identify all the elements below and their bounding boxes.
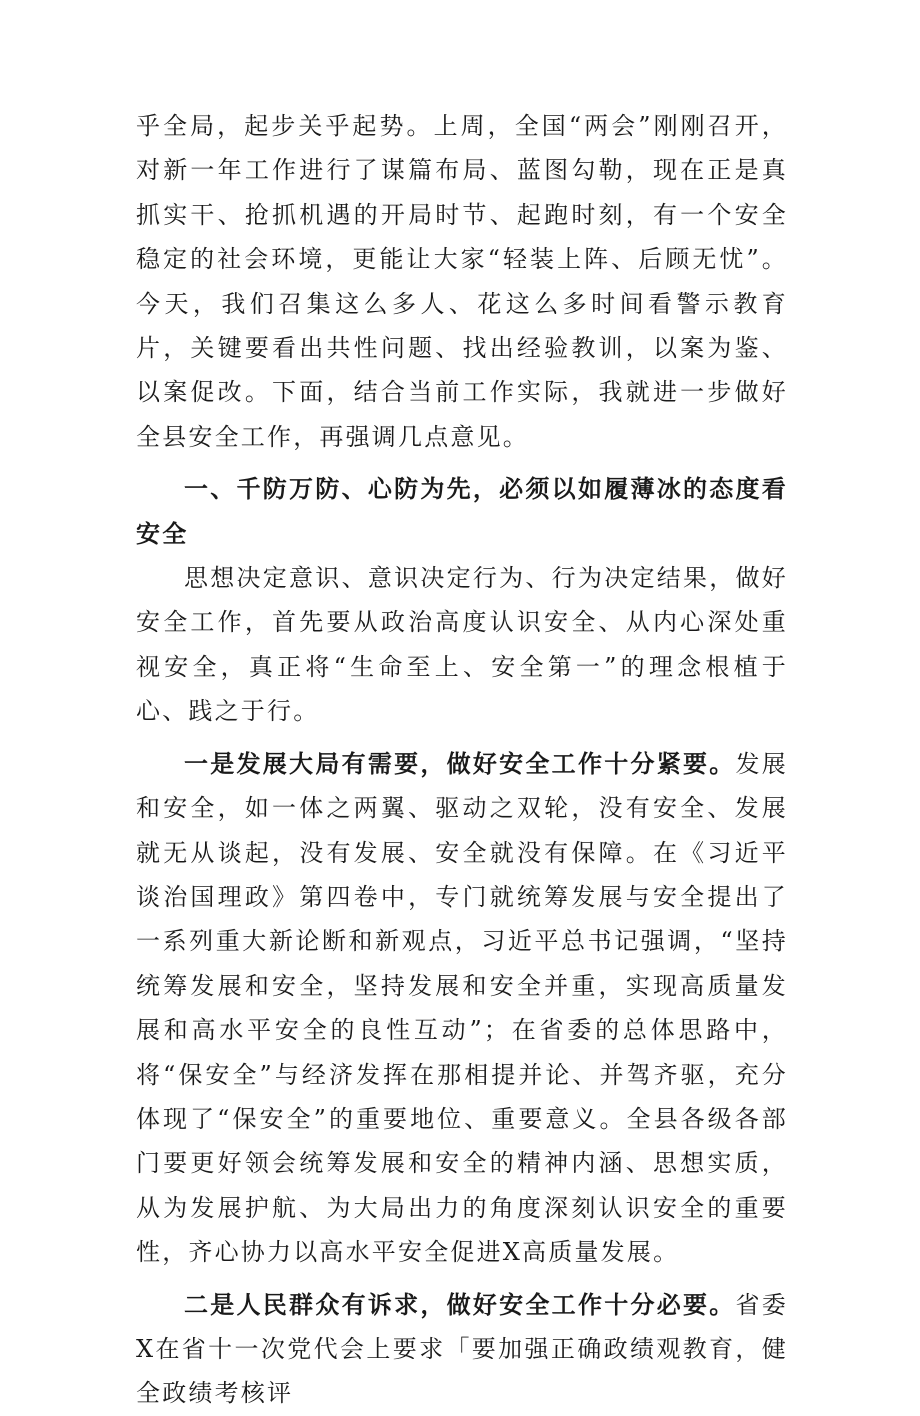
paragraph-point-2 xyxy=(136,1283,788,1416)
paragraph-intro: 乎全局，起步关乎起势。上周，全国“两会”刚刚召开，对新一年工作进行了谋篇布局、蓝图勾勒，现在正是真抓实干、抢抓机遇的开局时节、起跑时刻，有一个安全稳定的社会环境，更能让大家“轻装上阵、后顾无忧”。今天，我们召集这么多人、花这么多时间看警示教育片，关键要看出共性问题、找出经验教训，以案为鉴、以案促改。下面，结合当前工作实际，我就进一步做好全县安全工作，再强调几点意见。 xyxy=(136,112,788,451)
section-heading-1: 一、千防万防、心防为先，必须以如履薄冰的态度看安全 xyxy=(136,474,788,548)
paragraph-section-1-intro: 思想决定意识、意识决定行为、行为决定结果，做好安全工作，首先要从政治高度认识安全、从内心深处重视安全，真正将“生命至上、安全第一”的理念根植于心、践之于行。 xyxy=(136,564,788,726)
paragraph-point-1 xyxy=(136,742,788,1275)
point-2-body: 省委X在省十一次党代会上要求「要加强正确政绩观教育，健全政绩考核评 xyxy=(136,1290,788,1408)
point-2-lead: 二是人民群众有诉求，做好安全工作十分必要。 xyxy=(184,1289,736,1319)
point-1-lead: 一是发展大局有需要，做好安全工作十分紧要。 xyxy=(184,748,736,778)
point-1-body: 发展和安全，如一体之两翼、驱动之双轮，没有安全、发展就无从谈起，没有发展、安全就没有保障。在《习近平谈治国理政》第四卷中，专门就统筹发展与安全提出了一系列重大新论断和新观点，习近平总书记强调，“坚持统筹发展和安全，坚持发展和安全并重，实现高质量发展和高水平安全的良性互动”；在省委的总体思路中，将“保安全”与经济发挥在那相提并论、并驾齐驱，充分体现了“保安全”的重要地位、重要意义。全县各级各部门要更好领会统筹发展和安全的精神内涵、思想实质，从为发展护航、为大局出力的角度深刻认识安全的重要性，齐心协力以高水平安全促进X高质量发展。 xyxy=(136,749,788,1267)
